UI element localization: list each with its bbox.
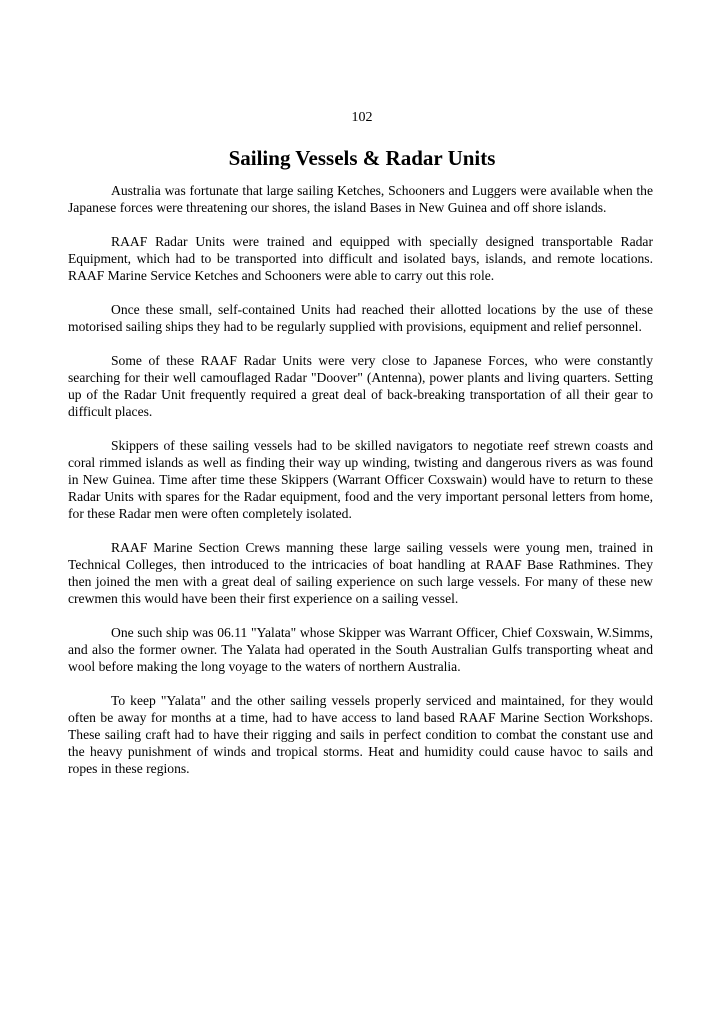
paragraph: Australia was fortunate that large sailing Ketches, Schooners and Luggers were available when the Japanese forces were threatening our shores, the island Bases in New Guinea and off shore islands. bbox=[68, 183, 653, 215]
page-title: Sailing Vessels & Radar Units bbox=[228, 146, 496, 170]
paragraph: Skippers of these sailing vessels had to be skilled navigators to negotiate reef strewn coasts and coral rimmed islands as well as finding their way up winding, twisting and dangerous rivers as was found in New Guinea. Time after time these Skippers (Warrant Officer Coxswain) would have to return to these Radar Units with spares for the Radar equipment, food and the very important personal letters from home, for these Radar men were often completely isolated. bbox=[68, 438, 653, 521]
paragraph: To keep "Yalata" and the other sailing vessels properly serviced and maintained, for they would often be away for months at a time, had to have access to land based RAAF Marine Section Workshops. These sailing craft had to have their rigging and sails in perfect condition to combat the constant use and the heavy punishment of winds and tropical storms. Heat and humidity could cause havoc to sails and ropes in these regions. bbox=[68, 693, 653, 776]
body-text bbox=[68, 182, 653, 794]
paragraph: One such ship was 06.11 "Yalata" whose Skipper was Warrant Officer, Chief Coxswain, W.Simms, and also the former owner. The Yalata had operated in the South Australian Gulfs transporting wheat and wool before making the long voyage to the waters of northern Australia. bbox=[68, 625, 653, 674]
paragraph: Some of these RAAF Radar Units were very close to Japanese Forces, who were constantly searching for their well camouflaged Radar "Doover" (Antenna), power plants and living quarters. Setting up of the Radar Unit frequently required a great deal of back-breaking transportation of all their gear to difficult places. bbox=[68, 353, 653, 419]
paragraph: Once these small, self-contained Units had reached their allotted locations by the use of these motorised sailing ships they had to be regularly supplied with provisions, equipment and relief personnel. bbox=[68, 302, 653, 334]
paragraph: RAAF Marine Section Crews manning these large sailing vessels were young men, trained in Technical Colleges, then introduced to the intricacies of boat handling at RAAF Base Rathmines. They then joined the men with a great deal of sailing experience on such large vessels. For many of these new crewmen this would have been their first experience on a sailing vessel. bbox=[68, 540, 653, 606]
page-number: 102 bbox=[351, 110, 373, 125]
paragraph: RAAF Radar Units were trained and equipped with specially designed transportable Radar Equipment, which had to be transported into difficult and isolated bays, islands, and remote locations. RAAF Marine Service Ketches and Schooners were able to carry out this role. bbox=[68, 234, 653, 283]
